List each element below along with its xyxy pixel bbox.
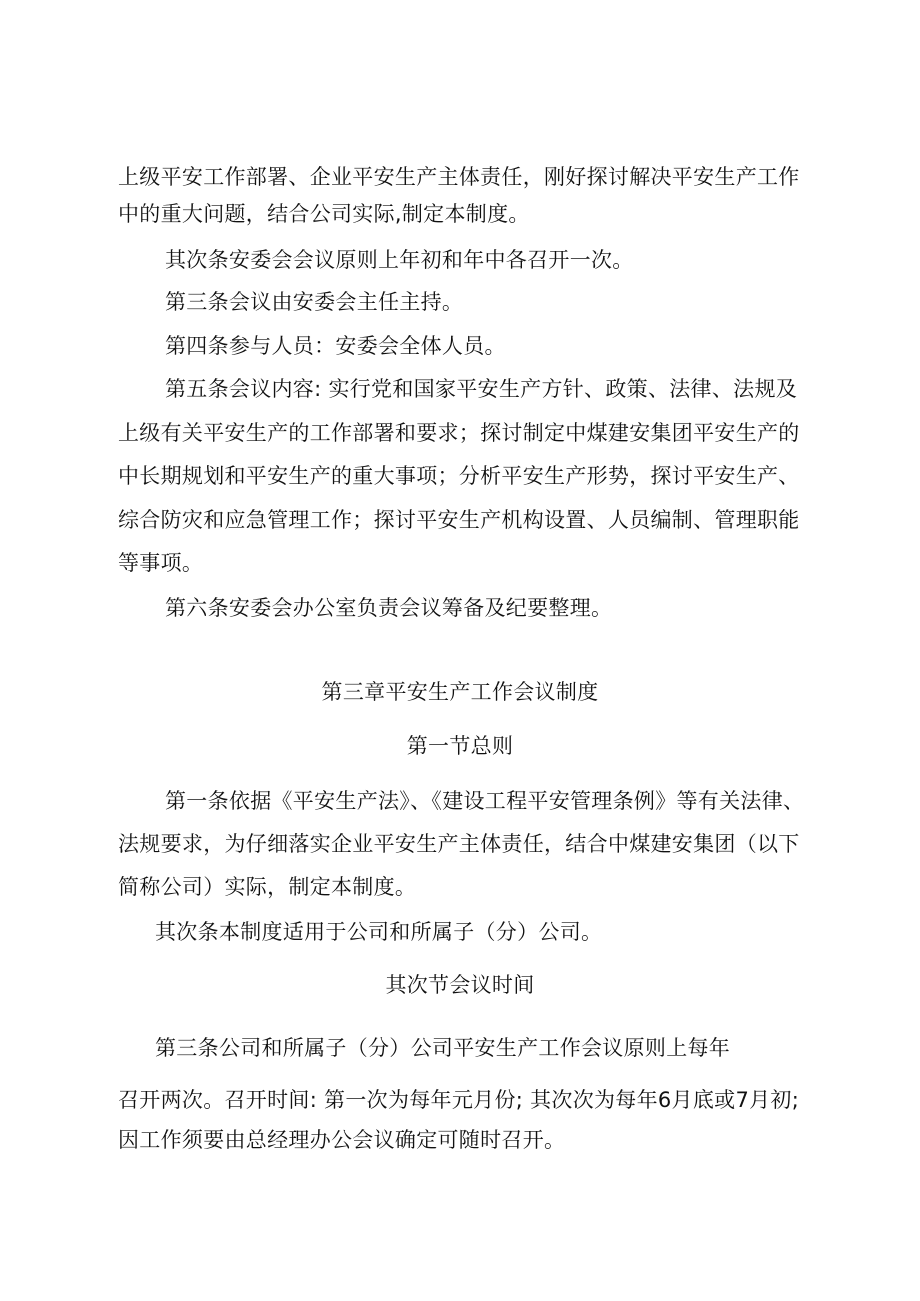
paragraph-line: 法规要求，为仔细落实企业平安生产主体责任，结合中煤建安集团（以下 [118,832,800,856]
article-line: 其次条本制度适用于公司和所属子（分）公司。 [155,920,603,944]
paragraph-line: 综合防灾和应急管理工作；探讨平安生产机构设置、人员编制、管理职能 [118,508,800,532]
paragraph-line: 简称公司）实际，制定本制度。 [118,875,417,899]
paragraph-line: 等事项。 [118,551,204,575]
section-heading: 其次节会议时间 [385,973,535,997]
paragraph-line: 上级有关平安生产的工作部署和要求；探讨制定中煤建安集团平安生产的 [118,421,800,445]
article-line: 第三条会议由安委会主任主持。 [165,290,464,314]
chapter-heading: 第三章平安生产工作会议制度 [321,680,599,704]
article-line: 第六条安委会办公室负责会议筹备及纪要整理。 [165,596,613,620]
article-line: 第一条依据《平安生产法》、《建设工程平安管理条例》等有关法律、 [165,789,805,813]
article-line: 第四条参与人员：安委会全体人员。 [165,334,506,358]
article-line: 其次条安委会会议原则上年初和年中各召开一次。 [165,248,634,272]
paragraph-line: 召开两次。召开时间: 第一次为每年元月份; 其次次为每年6月底或7月初; [118,1088,800,1112]
section-heading: 第一节总则 [406,734,514,758]
article-line: 第三条公司和所属子（分）公司平安生产工作会议原则上每年 [155,1036,731,1060]
article-line: 第五条会议内容: 实行党和国家平安生产方针、政策、法律、法规及 [165,377,798,401]
paragraph-line: 中的重大问题，结合公司实际,制定本制度。 [118,202,530,226]
paragraph-line: 上级平安工作部署、企业平安生产主体责任，刚好探讨解决平安生产工作 [118,165,800,189]
paragraph-line: 因工作须要由总经理办公会议确定可随时召开。 [118,1128,566,1152]
paragraph-line: 中长期规划和平安生产的重大事项；分析平安生产形势，探讨平安生产、 [118,464,800,488]
